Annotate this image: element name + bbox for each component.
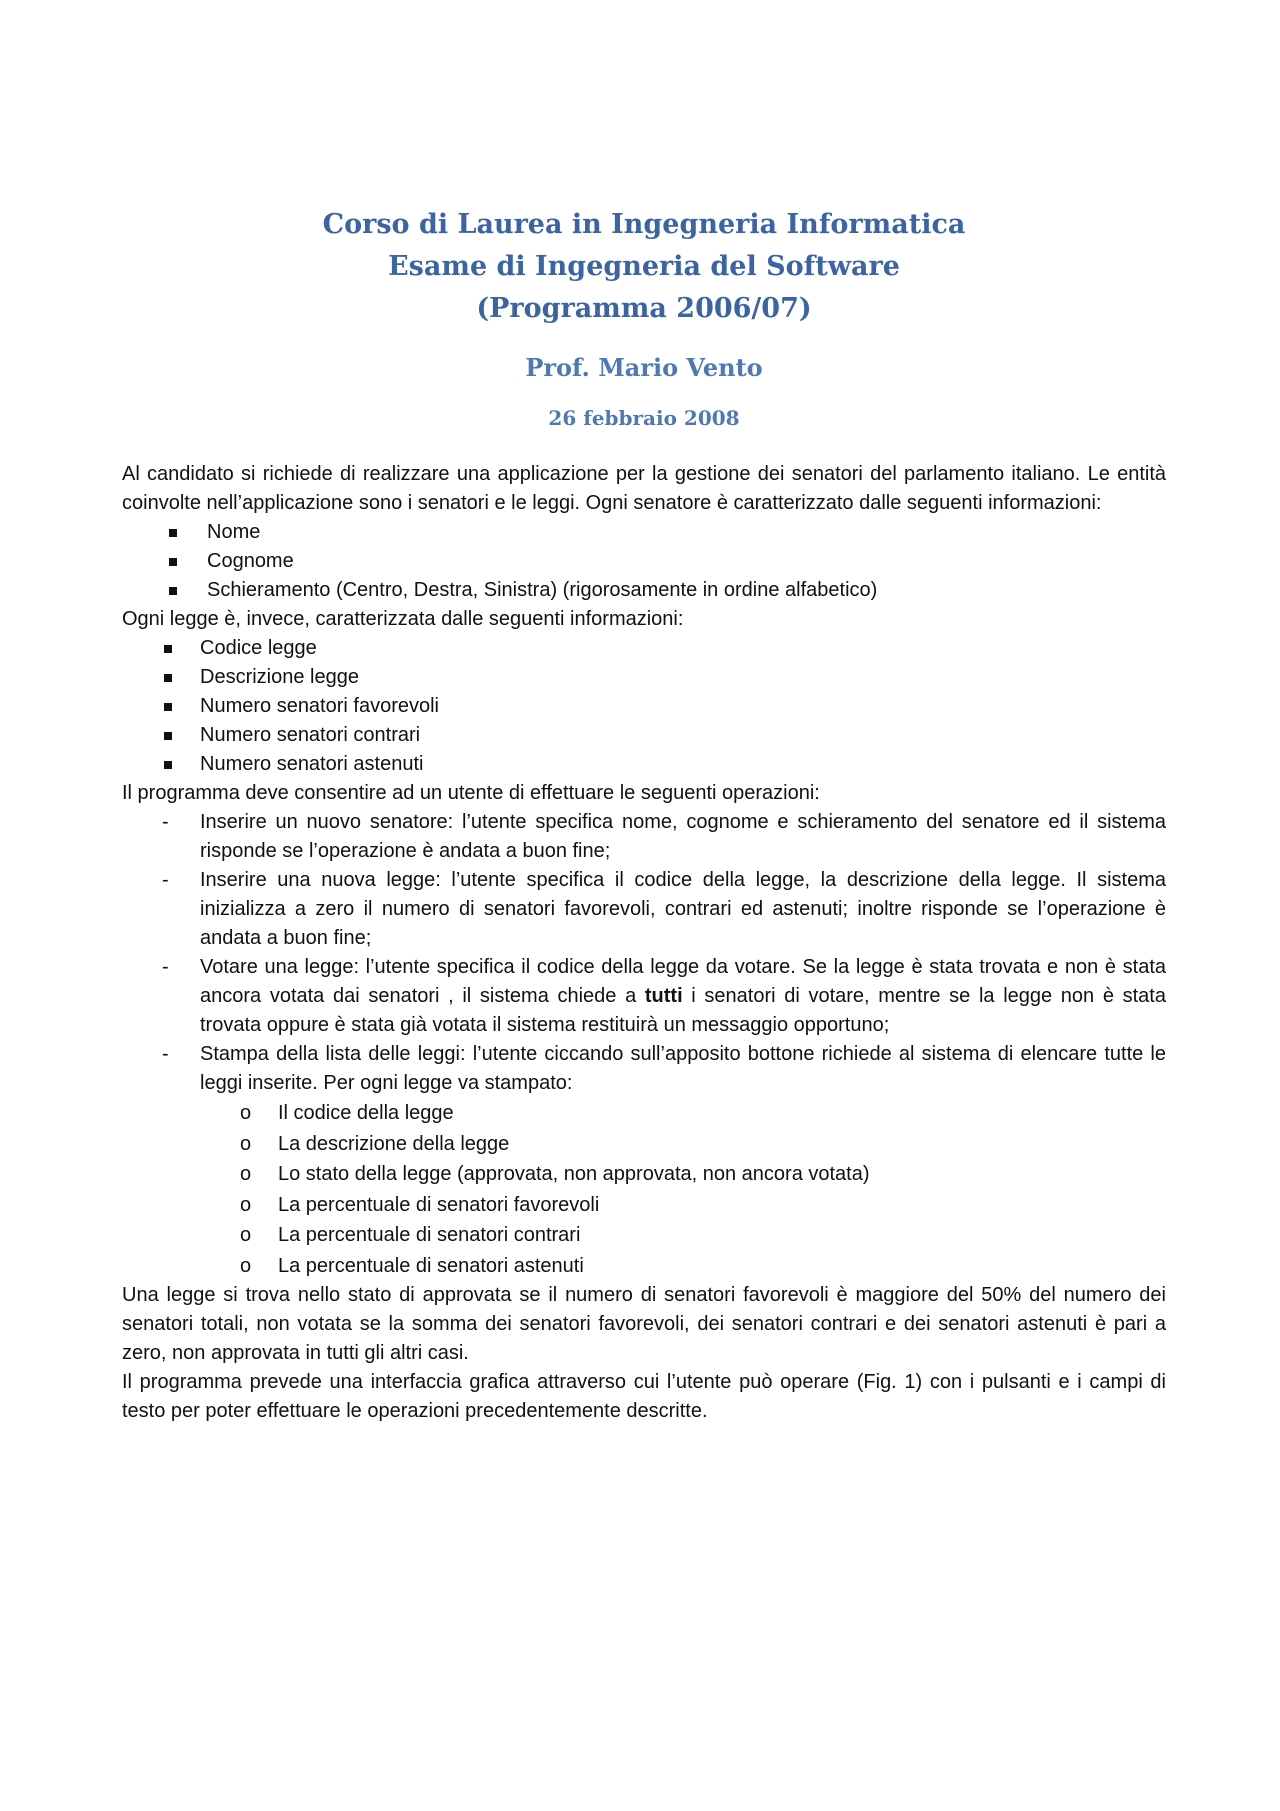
list-item: Nome — [122, 518, 1166, 547]
senator-fields-list — [122, 518, 1166, 605]
document-body — [122, 460, 1166, 1426]
rules-paragraph: Una legge si trova nello stato di approvata se il numero di senatori favorevoli è maggiore del 50% del numero dei senatori totali, non votata se la somma dei senatori favorevoli, dei senatori contrari e dei senatori astenuti è pari a zero, non approvata in tutti gli altri casi. — [122, 1284, 1166, 1364]
course-title — [122, 204, 1166, 330]
circle-bullet-icon: o — [240, 1224, 252, 1246]
title-line-2: Esame di Ingegneria del Software — [388, 251, 900, 282]
law-intro-paragraph: Ogni legge è, invece, caratterizzata dalle seguenti informazioni: — [122, 608, 684, 630]
law-fields-list — [122, 634, 1166, 779]
dash-bullet-icon: - — [162, 869, 169, 891]
circle-bullet-icon: o — [240, 1132, 252, 1155]
dash-bullet-icon: - — [162, 811, 169, 833]
print-fields-list — [122, 1098, 1166, 1281]
list-item: Numero senatori astenuti — [122, 750, 1166, 779]
operations-list — [122, 808, 1166, 1098]
dash-bullet-icon: - — [162, 1043, 169, 1065]
square-bullet-icon — [169, 576, 177, 605]
list-item: Numero senatori favorevoli — [122, 692, 1166, 721]
list-item: Descrizione legge — [122, 663, 1166, 692]
square-bullet-icon — [164, 663, 172, 692]
circle-bullet-icon: o — [240, 1102, 252, 1124]
list-item: - Votare una legge: l’utente specifica il codice della legge da votare. Se la legge è stata trovata e non è stata ancora votata dai senatori , il sistema chiede a tutti i senatori di votare, mentre se la legge non è stata trovata oppure è stata già votata il sistema restituirà un messaggio opportuno; — [122, 953, 1166, 1040]
list-item: Numero senatori contrari — [122, 721, 1166, 750]
emphasis-text: tutti — [644, 985, 683, 1007]
list-item: Cognome — [122, 547, 1166, 576]
circle-bullet-icon: o — [240, 1193, 252, 1216]
list-item: - Inserire una nuova legge: l’utente specifica il codice della legge, la descrizione della legge. Il sistema inizializza a zero il numero di senatori favorevoli, contrari ed astenuti; inoltre risponde se l’operazione è andata a buon fine; — [122, 866, 1166, 953]
document-page — [122, 0, 1166, 1426]
list-item: o La percentuale di senatori contrari — [122, 1220, 1166, 1251]
professor-name: Prof. Mario Vento — [525, 353, 763, 382]
square-bullet-icon — [169, 547, 177, 576]
intro-paragraph: Al candidato si richiede di realizzare una applicazione per la gestione dei senatori del parlamento italiano. Le entità coinvolte nell’applicazione sono i senatori e le leggi. Ogni senatore è caratterizzato dalle seguenti informazioni: — [122, 463, 1166, 514]
circle-bullet-icon: o — [240, 1254, 252, 1277]
list-item: o La percentuale di senatori favorevoli — [122, 1190, 1166, 1221]
list-item: Schieramento (Centro, Destra, Sinistra) (rigorosamente in ordine alfabetico) — [122, 576, 1166, 605]
circle-bullet-icon: o — [240, 1163, 252, 1185]
list-item: o La descrizione della legge — [122, 1129, 1166, 1160]
header — [122, 204, 1166, 432]
list-item: o La percentuale di senatori astenuti — [122, 1251, 1166, 1282]
title-line-3: (Programma 2006/07) — [476, 293, 812, 324]
dash-bullet-icon: - — [162, 956, 169, 978]
square-bullet-icon — [164, 721, 172, 750]
list-item: o Il codice della legge — [122, 1098, 1166, 1129]
square-bullet-icon — [164, 750, 172, 779]
operations-intro-paragraph: Il programma deve consentire ad un utente di effettuare le seguenti operazioni: — [122, 782, 820, 804]
list-item: o Lo stato della legge (approvata, non approvata, non ancora votata) — [122, 1159, 1166, 1190]
list-item: - Inserire un nuovo senatore: l’utente specifica nome, cognome e schieramento del senatore ed il sistema risponde se l’operazione è andata a buon fine; — [122, 808, 1166, 866]
square-bullet-icon — [169, 518, 177, 547]
exam-date: 26 febbraio 2008 — [548, 406, 740, 430]
title-line-1: Corso di Laurea in Ingegneria Informatica — [322, 209, 966, 240]
list-item: Codice legge — [122, 634, 1166, 663]
list-item: - Stampa della lista delle leggi: l’utente ciccando sull’apposito bottone richiede al sistema di elencare tutte le leggi inserite. Per ogni legge va stampato: — [122, 1040, 1166, 1098]
gui-paragraph: Il programma prevede una interfaccia grafica attraverso cui l’utente può operare (Fig. 1) con i pulsanti e i campi di testo per poter effettuare le operazioni precedentemente descritte. — [122, 1371, 1166, 1422]
square-bullet-icon — [164, 692, 172, 721]
square-bullet-icon — [164, 634, 172, 663]
